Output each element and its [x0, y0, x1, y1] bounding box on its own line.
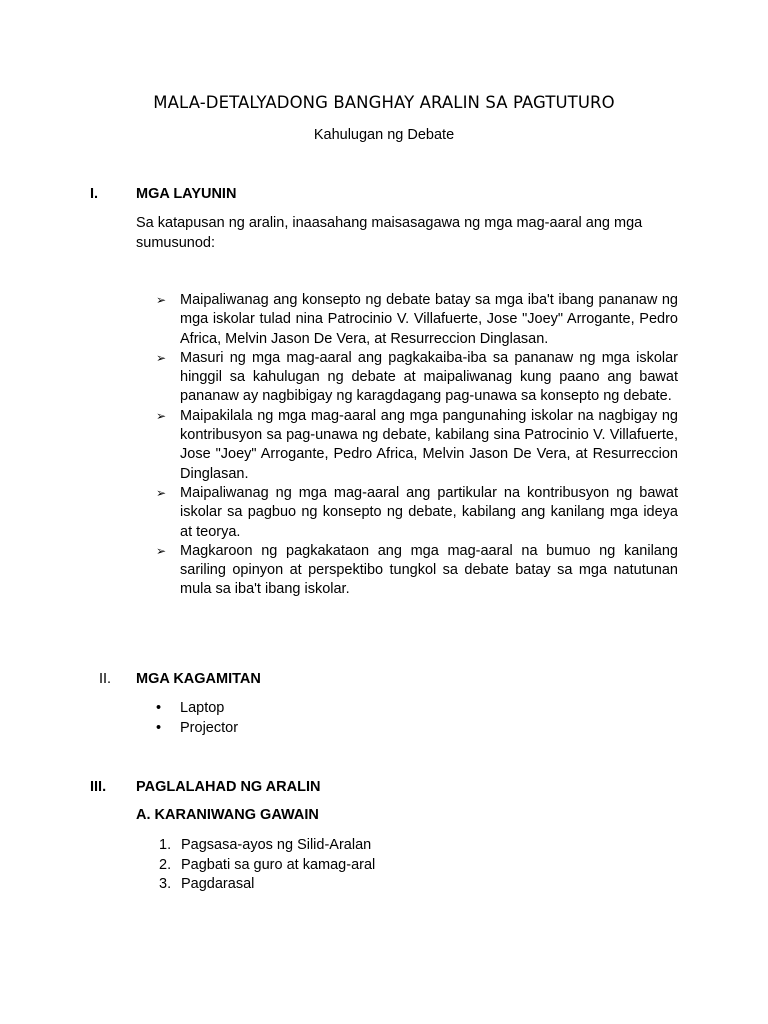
bullet-icon: •	[156, 720, 162, 736]
section-3-subheading: A. KARANIWANG GAWAIN	[136, 807, 319, 823]
materials-list	[156, 698, 456, 738]
section-3-heading: PAGLALAHAD NG ARALIN	[136, 779, 321, 795]
list-item	[156, 484, 678, 542]
arrow-bullet-icon: ➢	[156, 543, 167, 558]
step-text: Pagdarasal	[181, 876, 255, 892]
list-item	[156, 875, 556, 895]
document-subtitle: Kahulugan ng Debate	[313, 127, 455, 143]
objective-text: Maipaliwanag ng mga mag-aaral ang partikular na kontribusyon ng bawat iskolar sa pagbuo ng konsepto ng debate, kabilang ang kanilang mga ideya at teorya.	[180, 484, 678, 540]
objective-text: Maipakilala ng mga mag-aaral ang mga pangunahing iskolar na nagbigay ng kontribusyon sa pag-unawa ng debate, kabilang sina Patrocinio V. Villafuerte, Jose "Joey" Arrogante, Pedro Africa, Melvin Jason De Vera, at Resurreccion Dinglasan.	[180, 407, 678, 482]
list-item	[156, 856, 556, 876]
objectives-list	[156, 291, 678, 600]
arrow-bullet-icon: ➢	[156, 485, 167, 500]
material-text: Projector	[180, 720, 239, 736]
list-item	[156, 698, 456, 718]
arrow-bullet-icon: ➢	[156, 293, 167, 307]
list-item	[156, 291, 678, 349]
list-item	[156, 542, 678, 600]
objective-text: Magkaroon ng pagkakataon ang mga mag-aaral na bumuo ng kanilang sariling opinyon at perspektibo tungkol sa debate batay sa mga natutunan mula sa iba't ibang iskolar.	[180, 542, 678, 598]
step-text: Pagsasa-ayos ng Silid-Aralan	[181, 837, 372, 853]
arrow-bullet-icon: ➢	[156, 408, 167, 423]
document-title: MALA-DETALYADONG BANGHAY ARALIN SA PAGTUTURO	[153, 93, 615, 112]
material-text: Laptop	[180, 700, 225, 716]
steps-list	[156, 836, 556, 895]
step-number: 2.	[159, 856, 172, 873]
section-2-number: II.	[99, 671, 112, 687]
section-1-intro: Sa katapusan ng aralin, inaasahang maisasagawa ng mga mag-aaral ang mga sumusunod:	[136, 215, 643, 251]
step-number: 3.	[159, 876, 172, 892]
arrow-bullet-icon: ➢	[156, 350, 167, 365]
section-3-number: III.	[90, 779, 107, 795]
list-item	[156, 407, 678, 484]
section-1-number: I.	[90, 186, 99, 202]
objective-text: Masuri ng mga mag-aaral ang pagkakaiba-iba sa pananaw ng mga iskolar hinggil sa kahulugan ng debate at maipaliwanag kung paano ang bawat pananaw ay nagbibigay ng karagdagang pag-unawa sa konsepto ng debate.	[180, 349, 678, 405]
list-item	[156, 718, 456, 738]
section-2-heading: MGA KAGAMITAN	[136, 671, 261, 687]
step-text: Pagbati sa guro at kamag-aral	[181, 856, 376, 873]
objective-text: Maipaliwanag ang konsepto ng debate batay sa mga iba't ibang pananaw ng mga iskolar tulad nina Patrocinio V. Villafuerte, Jose "Joey" Arrogante, Pedro Africa, Melvin Jason De Vera, at Resurreccion Dinglasan.	[180, 292, 678, 347]
list-item	[156, 349, 678, 407]
step-number: 1.	[159, 837, 172, 853]
bullet-icon: •	[156, 700, 162, 716]
list-item	[156, 836, 556, 856]
section-1-heading: MGA LAYUNIN	[136, 186, 237, 202]
